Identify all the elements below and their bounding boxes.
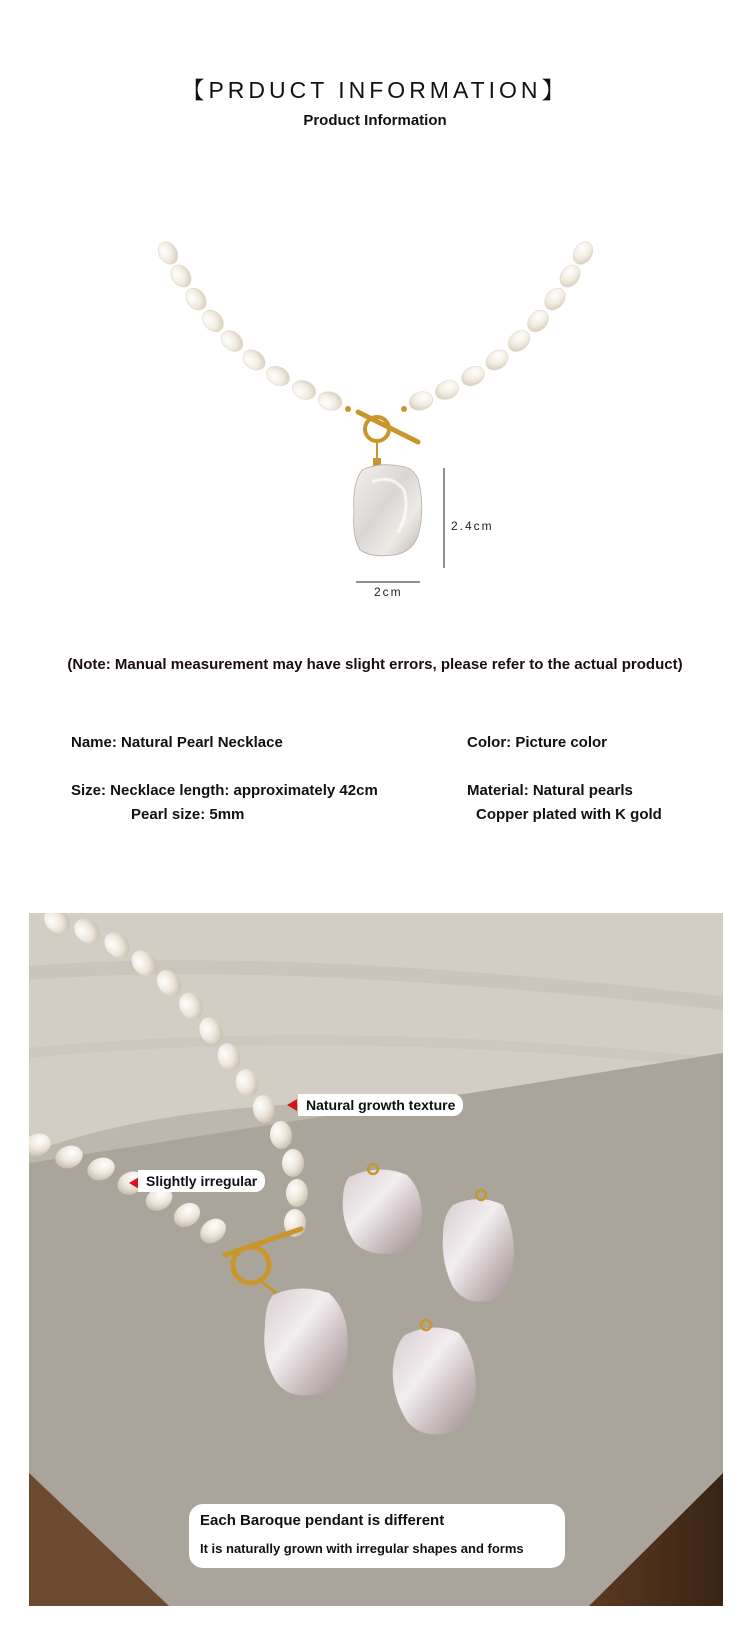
- height-dimension-label: 2.4cm: [451, 519, 494, 533]
- gold-toggle-clasp: [345, 406, 418, 468]
- necklace-product-image: [0, 160, 750, 630]
- banner-subtitle: It is naturally grown with irregular shapes and forms: [200, 1541, 524, 1556]
- spec-color: Color: Picture color: [467, 734, 608, 751]
- lifestyle-photo: [29, 913, 723, 1606]
- spec-size: Size: Necklace length: approximately 42cm: [71, 782, 378, 799]
- right-pearl-strand: [407, 238, 597, 413]
- callout-natural-texture: Natural growth texture: [298, 1094, 463, 1116]
- width-dimension-label: 2cm: [374, 585, 403, 599]
- spec-name: Name: Natural Pearl Necklace: [71, 734, 283, 751]
- photo-scene: [29, 913, 723, 1606]
- left-pearl-strand: [154, 238, 344, 413]
- page-title: 【PRDUCT INFORMATION】: [181, 77, 569, 103]
- spec-material: Material: Natural pearls: [467, 782, 633, 799]
- page-subtitle: Product Information: [303, 112, 447, 129]
- spec-plating: Copper plated with K gold: [476, 806, 662, 823]
- measurement-note: (Note: Manual measurement may have slight errors, please refer to the actual product): [67, 656, 683, 673]
- spec-pearl-size: Pearl size: 5mm: [131, 806, 245, 823]
- callout-slightly-irregular: Slightly irregular: [138, 1170, 265, 1192]
- banner-title: Each Baroque pendant is different: [200, 1512, 445, 1529]
